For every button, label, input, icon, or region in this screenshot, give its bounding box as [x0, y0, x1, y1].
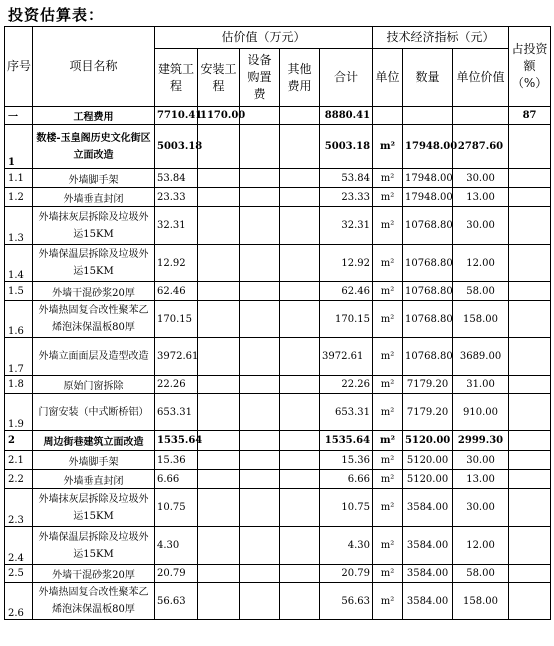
install-cell — [198, 245, 240, 282]
seq-cell: 2.2 — [5, 470, 33, 489]
header-equipment: 设备购置费 — [240, 49, 280, 107]
total-cell: 3972.61 — [320, 338, 373, 376]
total-cell: 20.79 — [320, 565, 373, 583]
name-cell: 外墙干混砂浆20厚 — [33, 282, 155, 301]
equipment-cell — [240, 470, 280, 489]
qty-cell: 10768.80 — [403, 207, 453, 245]
total-cell: 62.46 — [320, 282, 373, 301]
building-cell: 15.36 — [155, 451, 198, 470]
share-cell — [509, 188, 551, 207]
name-cell: 数楼-玉皇阁历史文化街区立面改造 — [33, 125, 155, 169]
seq-cell: 1.5 — [5, 282, 33, 301]
total-cell: 8880.41 — [320, 107, 373, 125]
seq-cell: 1.4 — [5, 245, 33, 282]
other-cell — [280, 301, 320, 338]
share-cell — [509, 245, 551, 282]
building-cell: 7710.41 — [155, 107, 198, 125]
qty-cell: 17948.00 — [403, 188, 453, 207]
unit-price-cell: 910.00 — [453, 394, 509, 431]
name-cell: 外墙抹灰层拆除及垃圾外运15KM — [33, 207, 155, 245]
total-cell: 170.15 — [320, 301, 373, 338]
name-cell: 外墙热固复合改性聚苯乙烯泡沫保温板80厚 — [33, 301, 155, 338]
equipment-cell — [240, 188, 280, 207]
table-row — [5, 451, 551, 470]
seq-cell: 1.9 — [5, 394, 33, 431]
building-cell: 170.15 — [155, 301, 198, 338]
unit-price-cell: 2999.30 — [453, 431, 509, 451]
other-cell — [280, 207, 320, 245]
equipment-cell — [240, 169, 280, 188]
name-cell: 门窗安装（中式断桥铝） — [33, 394, 155, 431]
equipment-cell — [240, 489, 280, 527]
total-cell: 4.30 — [320, 527, 373, 565]
total-cell: 653.31 — [320, 394, 373, 431]
qty-cell: 5120.00 — [403, 470, 453, 489]
equipment-cell — [240, 431, 280, 451]
unit-cell: m² — [373, 188, 403, 207]
unit-cell: m² — [373, 431, 403, 451]
total-cell: 6.66 — [320, 470, 373, 489]
share-cell — [509, 451, 551, 470]
install-cell — [198, 169, 240, 188]
seq-cell: 2.5 — [5, 565, 33, 583]
seq-cell: 2.3 — [5, 489, 33, 527]
install-cell — [198, 301, 240, 338]
share-cell — [509, 583, 551, 620]
unit-cell: m² — [373, 301, 403, 338]
qty-cell: 10768.80 — [403, 301, 453, 338]
seq-cell: 1.1 — [5, 169, 33, 188]
qty-cell: 3584.00 — [403, 527, 453, 565]
unit-cell: m² — [373, 245, 403, 282]
seq-cell: 2.1 — [5, 451, 33, 470]
unit-price-cell: 58.00 — [453, 282, 509, 301]
total-cell: 53.84 — [320, 169, 373, 188]
header-install: 安装工程 — [198, 49, 240, 107]
table-row — [5, 207, 551, 245]
unit-cell: m² — [373, 338, 403, 376]
install-cell — [198, 376, 240, 394]
unit-price-cell: 31.00 — [453, 376, 509, 394]
building-cell: 32.31 — [155, 207, 198, 245]
unit-cell: m² — [373, 565, 403, 583]
equipment-cell — [240, 207, 280, 245]
other-cell — [280, 527, 320, 565]
other-cell — [280, 107, 320, 125]
equipment-cell — [240, 394, 280, 431]
share-cell: 87 — [509, 107, 551, 125]
qty-cell: 17948.00 — [403, 169, 453, 188]
investment-estimate-table — [4, 26, 551, 620]
seq-cell: 1.8 — [5, 376, 33, 394]
equipment-cell — [240, 107, 280, 125]
other-cell — [280, 565, 320, 583]
share-cell — [509, 207, 551, 245]
other-cell — [280, 169, 320, 188]
seq-cell: 2.6 — [5, 583, 33, 620]
unit-cell: m² — [373, 394, 403, 431]
install-cell — [198, 338, 240, 376]
table-row — [5, 470, 551, 489]
install-cell — [198, 394, 240, 431]
header-building: 建筑工程 — [155, 49, 198, 107]
equipment-cell — [240, 527, 280, 565]
share-cell — [509, 565, 551, 583]
total-cell: 32.31 — [320, 207, 373, 245]
unit-price-cell: 12.00 — [453, 245, 509, 282]
other-cell — [280, 470, 320, 489]
header-share: 占投资额（%） — [509, 27, 551, 107]
name-cell: 外墙垂直封闭 — [33, 470, 155, 489]
qty-cell: 10768.80 — [403, 245, 453, 282]
install-cell — [198, 282, 240, 301]
unit-cell: m² — [373, 583, 403, 620]
unit-cell: m² — [373, 527, 403, 565]
building-cell: 20.79 — [155, 565, 198, 583]
total-cell: 5003.18 — [320, 125, 373, 169]
qty-cell: 7179.20 — [403, 376, 453, 394]
unit-price-cell: 158.00 — [453, 301, 509, 338]
unit-price-cell: 3689.00 — [453, 338, 509, 376]
unit-price-cell: 13.00 — [453, 470, 509, 489]
equipment-cell — [240, 125, 280, 169]
install-cell — [198, 527, 240, 565]
name-cell: 外墙立面面层及造型改造 — [33, 338, 155, 376]
qty-cell: 7179.20 — [403, 394, 453, 431]
install-cell — [198, 188, 240, 207]
header-seq: 序号 — [5, 27, 33, 107]
total-cell: 1535.64 — [320, 431, 373, 451]
unit-price-cell: 30.00 — [453, 169, 509, 188]
building-cell: 10.75 — [155, 489, 198, 527]
seq-cell: 1.3 — [5, 207, 33, 245]
header-other: 其他费用 — [280, 49, 320, 107]
building-cell: 53.84 — [155, 169, 198, 188]
share-cell — [509, 376, 551, 394]
table-row — [5, 188, 551, 207]
share-cell — [509, 470, 551, 489]
share-cell — [509, 125, 551, 169]
header-total: 合计 — [320, 49, 373, 107]
header-qty: 数量 — [403, 49, 453, 107]
equipment-cell — [240, 301, 280, 338]
other-cell — [280, 245, 320, 282]
seq-cell: 2.4 — [5, 527, 33, 565]
unit-price-cell: 158.00 — [453, 583, 509, 620]
table-row — [5, 394, 551, 431]
name-cell: 外墙热固复合改性聚苯乙烯泡沫保温板80厚 — [33, 583, 155, 620]
table-row — [5, 338, 551, 376]
table-row — [5, 107, 551, 125]
unit-price-cell: 58.00 — [453, 565, 509, 583]
equipment-cell — [240, 376, 280, 394]
total-cell: 10.75 — [320, 489, 373, 527]
equipment-cell — [240, 282, 280, 301]
qty-cell: 10768.80 — [403, 282, 453, 301]
equipment-cell — [240, 583, 280, 620]
name-cell: 外墙保温层拆除及垃圾外运15KM — [33, 245, 155, 282]
header-unit-price: 单位价值 — [453, 49, 509, 107]
total-cell: 23.33 — [320, 188, 373, 207]
table-row — [5, 527, 551, 565]
building-cell: 56.63 — [155, 583, 198, 620]
building-cell: 12.92 — [155, 245, 198, 282]
unit-price-cell: 30.00 — [453, 451, 509, 470]
building-cell: 4.30 — [155, 527, 198, 565]
header-estimate-group: 估价值（万元） — [155, 27, 373, 49]
qty-cell: 3584.00 — [403, 489, 453, 527]
name-cell: 外墙脚手架 — [33, 451, 155, 470]
unit-price-cell: 12.00 — [453, 527, 509, 565]
table-row — [5, 583, 551, 620]
table-row — [5, 125, 551, 169]
name-cell: 外墙垂直封闭 — [33, 188, 155, 207]
table-row — [5, 169, 551, 188]
name-cell: 外墙脚手架 — [33, 169, 155, 188]
install-cell — [198, 451, 240, 470]
other-cell — [280, 489, 320, 527]
building-cell: 62.46 — [155, 282, 198, 301]
table-row — [5, 431, 551, 451]
unit-price-cell: 13.00 — [453, 188, 509, 207]
install-cell — [198, 431, 240, 451]
unit-cell: m² — [373, 489, 403, 527]
building-cell: 6.66 — [155, 470, 198, 489]
building-cell: 23.33 — [155, 188, 198, 207]
name-cell: 原始门窗拆除 — [33, 376, 155, 394]
table-row — [5, 282, 551, 301]
unit-cell: m² — [373, 470, 403, 489]
seq-cell: 1 — [5, 125, 33, 169]
unit-cell: m² — [373, 451, 403, 470]
table-row — [5, 565, 551, 583]
name-cell: 外墙抹灰层拆除及垃圾外运15KM — [33, 489, 155, 527]
share-cell — [509, 282, 551, 301]
share-cell — [509, 169, 551, 188]
other-cell — [280, 338, 320, 376]
share-cell — [509, 431, 551, 451]
total-cell: 56.63 — [320, 583, 373, 620]
building-cell: 1535.64 — [155, 431, 198, 451]
building-cell: 22.26 — [155, 376, 198, 394]
total-cell: 12.92 — [320, 245, 373, 282]
header-indicator-group: 技术经济指标（元） — [373, 27, 509, 49]
other-cell — [280, 282, 320, 301]
unit-cell: m² — [373, 282, 403, 301]
qty-cell: 5120.00 — [403, 431, 453, 451]
total-cell: 15.36 — [320, 451, 373, 470]
unit-cell: m² — [373, 125, 403, 169]
table-row — [5, 376, 551, 394]
unit-cell: m² — [373, 376, 403, 394]
name-cell: 外墙干混砂浆20厚 — [33, 565, 155, 583]
qty-cell: 3584.00 — [403, 583, 453, 620]
install-cell — [198, 489, 240, 527]
share-cell — [509, 394, 551, 431]
equipment-cell — [240, 245, 280, 282]
header-unit: 单位 — [373, 49, 403, 107]
equipment-cell — [240, 338, 280, 376]
install-cell: 1170.00 — [198, 107, 240, 125]
building-cell: 653.31 — [155, 394, 198, 431]
seq-cell: 2 — [5, 431, 33, 451]
share-cell — [509, 489, 551, 527]
total-cell: 22.26 — [320, 376, 373, 394]
other-cell — [280, 394, 320, 431]
other-cell — [280, 125, 320, 169]
building-cell: 3972.61 — [155, 338, 198, 376]
name-cell: 工程费用 — [33, 107, 155, 125]
qty-cell: 3584.00 — [403, 565, 453, 583]
unit-price-cell: 30.00 — [453, 489, 509, 527]
qty-cell: 17948.00 — [403, 125, 453, 169]
qty-cell: 5120.00 — [403, 451, 453, 470]
equipment-cell — [240, 451, 280, 470]
seq-cell: 1.6 — [5, 301, 33, 338]
table-row — [5, 245, 551, 282]
share-cell — [509, 301, 551, 338]
table-row — [5, 489, 551, 527]
unit-cell: m² — [373, 169, 403, 188]
other-cell — [280, 188, 320, 207]
name-cell: 周边街巷建筑立面改造 — [33, 431, 155, 451]
unit-price-cell: 30.00 — [453, 207, 509, 245]
qty-cell — [403, 107, 453, 125]
install-cell — [198, 470, 240, 489]
table-row — [5, 301, 551, 338]
qty-cell: 10768.80 — [403, 338, 453, 376]
unit-cell: m² — [373, 207, 403, 245]
seq-cell: 一 — [5, 107, 33, 125]
install-cell — [198, 125, 240, 169]
unit-price-cell — [453, 107, 509, 125]
header-name: 项目名称 — [33, 27, 155, 107]
install-cell — [198, 207, 240, 245]
seq-cell: 1.7 — [5, 338, 33, 376]
building-cell: 5003.18 — [155, 125, 198, 169]
unit-price-cell: 2787.60 — [453, 125, 509, 169]
other-cell — [280, 431, 320, 451]
seq-cell: 1.2 — [5, 188, 33, 207]
page-title: 投资估算表： — [8, 6, 105, 24]
other-cell — [280, 583, 320, 620]
other-cell — [280, 451, 320, 470]
other-cell — [280, 376, 320, 394]
share-cell — [509, 338, 551, 376]
unit-cell — [373, 107, 403, 125]
install-cell — [198, 565, 240, 583]
equipment-cell — [240, 565, 280, 583]
install-cell — [198, 583, 240, 620]
name-cell: 外墙保温层拆除及垃圾外运15KM — [33, 527, 155, 565]
share-cell — [509, 527, 551, 565]
